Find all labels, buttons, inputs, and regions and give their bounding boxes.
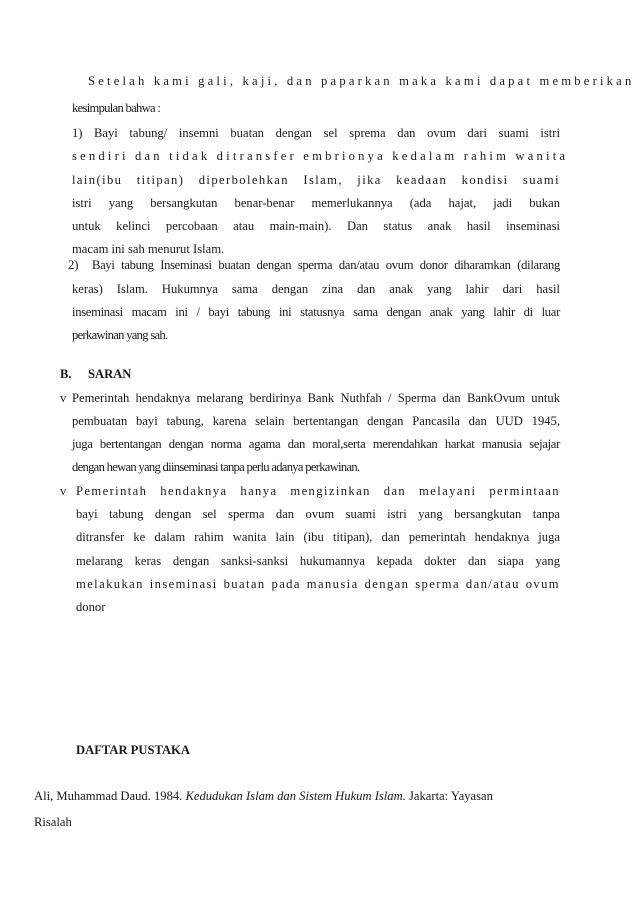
saran-item-line: bayi tabung dengan sel sperma dan ovum suami istri yang bersangkutan tanpa bbox=[76, 507, 560, 521]
bullet-v-icon: v bbox=[60, 484, 67, 498]
section-letter: B. bbox=[60, 367, 72, 381]
reference-author: Ali, Muhammad Daud. 1984. bbox=[34, 789, 186, 803]
conclusion-item-line: macam ini sah menurut Islam. bbox=[72, 242, 225, 256]
conclusion-intro-line: Setelah kami gali, kaji, dan paparkan maka kami dapat memberikan bbox=[88, 74, 635, 88]
saran-item-line: ditransfer ke dalam rahim wanita lain (ibu titipan), dan pemerintah hendaknya juga bbox=[76, 530, 560, 544]
saran-item-line: melarang keras dengan sanksi-sanksi hukumannya kepada dokter dan siapa yang bbox=[76, 554, 560, 568]
reference-publisher: Jakarta: Yayasan bbox=[405, 789, 493, 803]
saran-item-line: Pemerintah hendaknya hanya mengizinkan dan melayani permintaan bbox=[76, 484, 560, 498]
bibliography-title: DAFTAR PUSTAKA bbox=[76, 743, 190, 757]
saran-item-line: melakukan inseminasi buatan pada manusia dengan sperma dan/atau ovum bbox=[76, 577, 560, 591]
conclusion-item-line: perkawinan yang sah. bbox=[72, 328, 168, 342]
list-number: 1) bbox=[72, 126, 83, 140]
reference-title: Kedudukan Islam dan Sistem Hukum Islam. bbox=[185, 789, 406, 803]
reference-entry bbox=[34, 788, 493, 804]
saran-item-line: pembuatan bayi tabung, karena selain bertentangan dengan Pancasila dan UUD 1945, bbox=[72, 414, 560, 428]
section-title: SARAN bbox=[88, 367, 132, 381]
conclusion-item-line: untuk kelinci percobaan atau main-main). Dan status anak hasil inseminasi bbox=[72, 219, 560, 233]
conclusion-item-line: Bayi tabung Inseminasi buatan dengan sperma dan/atau ovum donor diharamkan (dilarang bbox=[92, 258, 560, 272]
list-number: 2) bbox=[68, 258, 79, 272]
saran-item-line: dengan hewan yang diinseminasi tanpa perlu adanya perkawinan. bbox=[72, 460, 360, 474]
conclusion-item-line: istri yang bersangkutan benar-benar memerlukannya (ada hajat, jadi bukan bbox=[72, 196, 560, 210]
conclusion-item-line: keras) Islam. Hukumnya sama dengan zina dan anak yang lahir dari hasil bbox=[72, 282, 560, 296]
conclusion-item-line: Bayi tabung/ insemni buatan dengan sel sprema dan ovum dari suami istri bbox=[94, 126, 560, 140]
conclusion-intro-line: kesimpulan bahwa : bbox=[72, 101, 161, 115]
saran-item-line: Pemerintah hendaknya melarang berdirinya Bank Nuthfah / Sperma dan BankOvum untuk bbox=[72, 391, 560, 405]
reference-continuation: Risalah bbox=[34, 815, 72, 829]
bullet-v-icon: v bbox=[60, 391, 67, 405]
conclusion-item-line: sendiri dan tidak ditransfer embrionya kedalam rahim wanita bbox=[72, 149, 569, 163]
saran-item-line: donor bbox=[76, 600, 106, 614]
saran-item-line: juga bertentangan dengan norma agama dan moral,serta merendahkan harkat manusia sejajar bbox=[72, 437, 560, 451]
conclusion-item-line: lain(ibu titipan) diperbolehkan Islam, jika keadaan kondisi suami bbox=[72, 173, 560, 187]
conclusion-item-line: inseminasi macam ini / bayi tabung ini statusnya sama dengan anak yang lahir di luar bbox=[72, 305, 560, 319]
